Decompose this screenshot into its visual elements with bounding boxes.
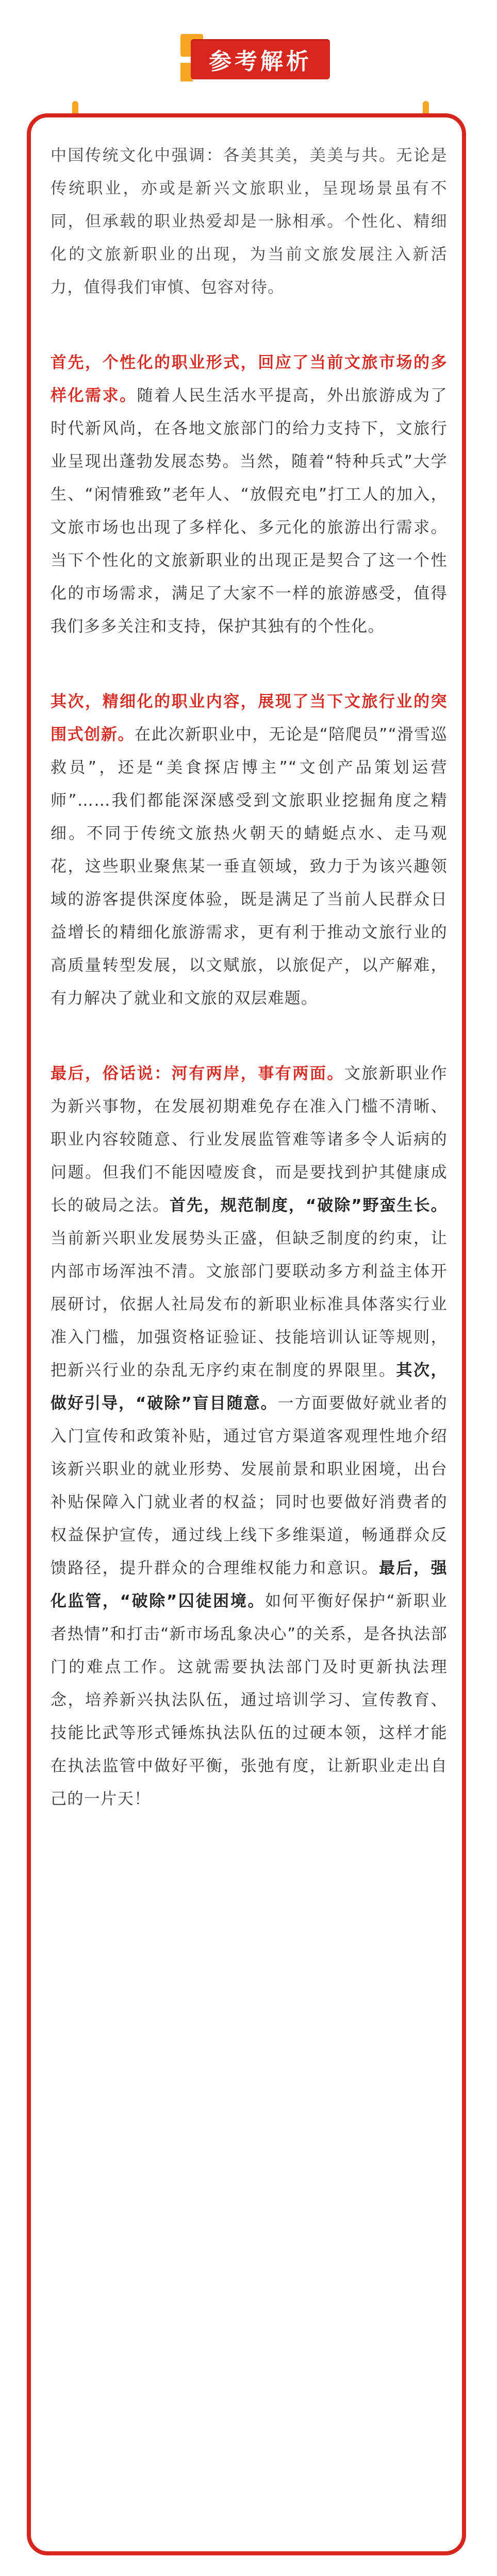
measure-two-body: 一方面要做好就业者的入门宣传和政策补贴，通过官方渠道客观理性地介绍该新兴职业的就业形势、发展前景和职业困境，出台补贴保障入门就业者的权益；同时也要做好消费者的权益保护宣传，通过线上线下多维渠道，畅通群众反馈路径，提升群众的合理维权能力和意识。 (51, 1394, 448, 1578)
paragraph-first-point (51, 346, 448, 643)
paragraph-intro (51, 139, 448, 304)
paragraph-second-point (51, 685, 448, 1015)
third-point-heading: 最后，俗话说：河有两岸，事有两面。 (51, 1064, 344, 1083)
second-point-heading: 其次，精细化的职业内容，展现了当下文旅行业的突围式创新。 (51, 692, 448, 744)
measure-three-heading: 最后，强化监管，“破除”囚徒困境。 (51, 1559, 448, 1611)
analysis-content (51, 139, 448, 1858)
paragraph-third-point (51, 1057, 448, 1816)
header (0, 0, 497, 103)
intro-text: 中国传统文化中强调：各美其美，美美与共。无论是传统职业，亦或是新兴文旅职业，呈现场景虽有不同，但承载的职业热爱却是一脉相承。个性化、精细化的文旅新职业的出现，为当前文旅发展注入新活力，值得我们审慎、包容对待。 (51, 146, 448, 297)
third-point-intro: 文旅新职业作为新兴事物，在发展初期难免存在准入门槛不清晰、职业内容较随意、行业发展监管难等诸多令人诟病的问题。但我们不能因噎废食，而是要找到护其健康成长的破局之法。 (51, 1064, 448, 1215)
first-point-heading: 首先，个性化的职业形式，回应了当前文旅市场的多样化需求。 (51, 353, 448, 405)
section-badge-label: 参考解析 (209, 48, 312, 75)
measure-one-heading: 首先，规范制度，“破除”野蛮生长。 (169, 1196, 448, 1215)
measure-two-heading: 其次，做好引导，“破除”盲目随意。 (51, 1361, 448, 1413)
measure-one-body: 当前新兴职业发展势头正盛，但缺乏制度的约束，让内部市场浑浊不清。文旅部门要联动多方利益主体开展研讨，依据人社局发布的新职业标准具体落实行业准入门槛，加强资格证验证、技能培训认证等规则，把新兴行业的杂乱无序约束在制度的界限里。 (51, 1229, 448, 1380)
section-badge (191, 39, 330, 79)
measure-three-body: 如何平衡好保护“新职业者热情”和打击“新市场乱象决心”的关系，是各执法部门的难点工作。这就需要执法部门及时更新执法理念，培养新兴执法队伍，通过培训学习、宣传教育、技能比武等形式锤炼执法队伍的过硬本领，这样才能在执法监管中做好平衡，张弛有度，让新职业走出自己的一片天！ (51, 1592, 448, 1808)
first-point-body: 随着人民生活水平提高，外出旅游成为了时代新风尚，在各地文旅部门的给力支持下，文旅行业呈现出蓬勃发展态势。当然，随着“特种兵式”大学生、“闲情雅致”老年人、“放假充电”打工人的加入，文旅市场也出现了多样化、多元化的旅游出行需求。当下个性化的文旅新职业的出现正是契合了这一个性化的市场需求，满足了大家不一样的旅游感受，值得我们多多关注和支持，保护其独有的个性化。 (51, 386, 448, 636)
second-point-body: 在此次新职业中，无论是“陪爬员”“滑雪巡救员”，还是“美食探店博主”“文创产品策划运营师”……我们都能深深感受到文旅职业挖掘角度之精细。不同于传统文旅热火朝天的蜻蜓点水、走马观花，这些职业聚焦某一垂直领域，致力于为该兴趣领域的游客提供深度体验，既是满足了当前人民群众日益增长的精细化旅游需求，更有利于推动文旅行业的高质量转型发展，以文赋旅，以旅促产，以产解难，有力解决了就业和文旅的双层难题。 (51, 725, 448, 1008)
